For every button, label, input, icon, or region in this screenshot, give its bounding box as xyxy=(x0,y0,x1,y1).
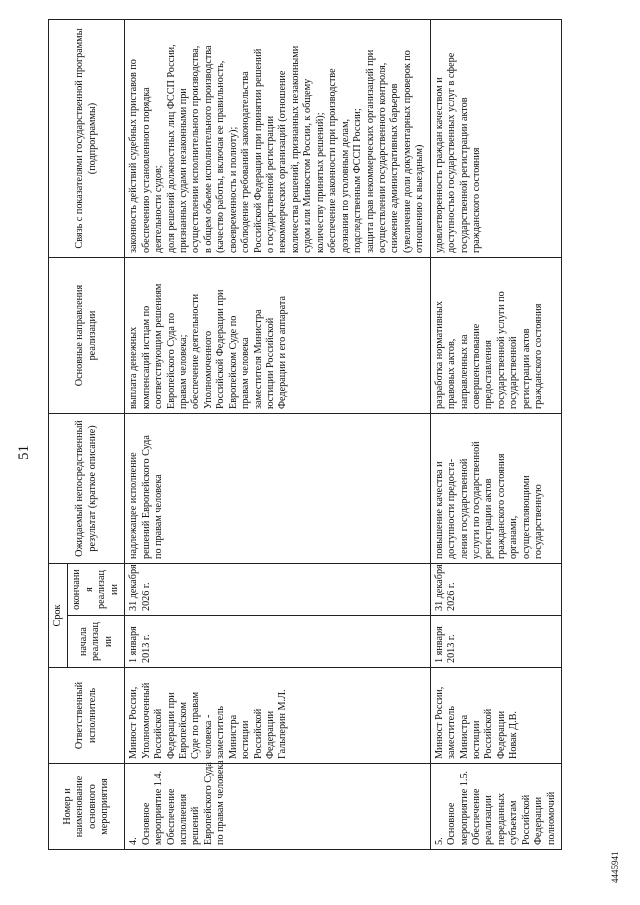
cell-line: гражданского состояния xyxy=(495,453,507,559)
cell-line: Основное xyxy=(140,802,152,845)
cell-line: 31 декабря xyxy=(128,564,140,611)
cell-line: (увеличение доли документарных проверок по xyxy=(401,50,413,253)
cell-line: мероприятие 1.4. xyxy=(153,770,165,845)
cell-line: обеспечение деятельности xyxy=(190,293,202,409)
cell-line: осуществляющими xyxy=(520,475,532,559)
cell-line: юстиции xyxy=(471,720,482,759)
header-start: начала реализации xyxy=(68,616,125,668)
document-id: 4445941 xyxy=(610,851,620,883)
cell-line: правам человека; xyxy=(177,334,189,409)
cell-line: полномочий xyxy=(545,791,557,845)
cell-line: компенсаций истцам по xyxy=(140,305,152,409)
cell-line: органами, xyxy=(508,515,520,559)
cell-line: защита прав некоммерческих организаций при xyxy=(364,49,376,253)
executor-cell xyxy=(430,668,561,764)
header-executor: Ответственный исполнитель xyxy=(49,668,125,764)
cell-line: решений xyxy=(190,806,202,845)
cell-line: Российской xyxy=(483,708,495,759)
cell-line: количества решений, признанных незаконными xyxy=(289,45,301,253)
cell-line: осуществлении исполнительного производства, xyxy=(190,45,202,253)
end-date-cell xyxy=(125,564,431,616)
cell-line: соблюдение требований законодательства xyxy=(240,71,252,253)
cell-line: Минюст России, xyxy=(128,686,140,759)
header-end: окончания реализации xyxy=(68,564,125,616)
cell-line: удовлетворенность граждан качеством и xyxy=(433,77,445,253)
cell-line: гражданского состояния xyxy=(471,147,482,253)
cell-line: отношению к выездным) xyxy=(414,144,426,253)
cell-line: Федерации xyxy=(495,710,507,759)
cell-line: гражданского состояния xyxy=(533,303,545,409)
cell-line: услуги по государственной xyxy=(471,441,482,559)
cell-line: Федерации xyxy=(265,710,276,759)
cell-line: о государственной регистрации xyxy=(265,115,276,253)
cell-line: государственной xyxy=(508,336,520,409)
row-number: 4. xyxy=(128,837,140,845)
cell-line: заместитель xyxy=(446,706,458,759)
cell-line: государственной услуги по xyxy=(495,291,507,409)
cell-line: доля решений должностных лиц ФССП России, xyxy=(165,44,177,253)
cell-line: направленных на xyxy=(458,334,470,409)
cell-line: снижение административных барьеров xyxy=(389,83,401,253)
cell-line: регистрации актов xyxy=(520,328,532,409)
cell-line: предоставления xyxy=(483,340,495,409)
cell-line: (качество работы, включая ее правильность, xyxy=(215,60,227,253)
cell-line: 2026 г. xyxy=(140,582,152,611)
cell-line: Европейского Суда по xyxy=(165,312,177,409)
cell-line: Европейского Суда xyxy=(202,762,214,845)
cell-line: Гальперин М.Л. xyxy=(277,689,289,759)
cell-line: 2013 г. xyxy=(140,634,152,663)
cell-line: правовых актов, xyxy=(446,338,458,409)
result-cell xyxy=(125,414,431,564)
cell-line: 1 января xyxy=(433,626,445,663)
cell-line: обеспечению установленного порядка xyxy=(140,87,152,253)
cell-line: дознания по уголовным делам, xyxy=(339,118,351,253)
cell-line: надлежащее исполнение xyxy=(128,452,140,559)
cell-line: Российской xyxy=(252,708,264,759)
cell-line: доступностью государственных услуг в сфере xyxy=(446,52,458,253)
page-number: 51 xyxy=(16,445,32,460)
result-cell xyxy=(430,414,561,564)
cell-line: повышение качества и xyxy=(433,461,445,559)
cell-line: заместитель xyxy=(215,706,227,759)
cell-line: подследственным ФССП России; xyxy=(352,108,364,253)
directions-cell xyxy=(125,258,431,414)
cell-line: законность действий судебных приставов по xyxy=(128,59,140,253)
indicator-link-cell xyxy=(430,20,561,258)
cell-line: Европейском xyxy=(177,702,189,759)
cell-line: Министра xyxy=(458,714,470,759)
cell-line: Основное xyxy=(446,802,458,845)
cell-line: регистрации актов xyxy=(483,478,495,559)
measures-table xyxy=(48,19,562,850)
row-number: 5. xyxy=(433,837,445,845)
cell-line: исполнения xyxy=(177,793,189,845)
cell-line: 1 января xyxy=(128,626,140,663)
cell-line: 31 декабря xyxy=(433,564,445,611)
cell-line: Российской Федерации при принятии решений xyxy=(252,48,264,253)
cell-line: Уполномоченный xyxy=(140,682,152,759)
header-link: Связь с показателями государственной программы (подпрограммы) xyxy=(49,20,125,258)
cell-line: Федерации xyxy=(533,796,545,845)
cell-line: Минюст России, xyxy=(433,686,445,759)
cell-line: разработка нормативных xyxy=(433,301,445,409)
cell-line: обеспечение законности при производстве xyxy=(327,68,339,253)
cell-line: 2013 г. xyxy=(446,634,458,663)
cell-line: Суде по правам xyxy=(190,691,202,759)
cell-line: деятельности судов; xyxy=(153,165,165,253)
indicator-link-cell xyxy=(125,20,431,258)
cell-line: некоммерческих организаций (отношение xyxy=(277,70,289,253)
cell-line: субъектам xyxy=(508,800,520,845)
cell-line: Министра xyxy=(227,714,239,759)
cell-line: заместителя Министра xyxy=(252,309,264,409)
cell-line: Федерации при xyxy=(165,692,177,759)
cell-line: решений Европейского Суда xyxy=(140,435,152,559)
cell-line: мероприятие 1.5. xyxy=(458,770,470,845)
cell-line: выплата денежных xyxy=(128,326,140,409)
cell-line: государственную xyxy=(533,484,545,559)
cell-line: Обеспечение xyxy=(165,788,177,845)
cell-line: признанных судами незаконными при xyxy=(177,88,189,253)
cell-line: своевременность и полноту); xyxy=(227,126,239,253)
cell-line: государственной регистрации актов xyxy=(458,97,470,253)
cell-line: доступности предоста- xyxy=(446,458,458,559)
cell-line: Российской Федерации при xyxy=(215,289,227,409)
cell-line: реализации xyxy=(483,795,495,845)
table-row xyxy=(430,20,561,850)
cell-line: юстиции xyxy=(240,720,252,759)
cell-line: Российской xyxy=(520,794,532,845)
cell-line: судом или Минюстом России, к общему xyxy=(302,78,314,253)
header-result: Ожидаемый непосредственный результат (краткое описание) xyxy=(49,414,125,564)
header-measure: Номер и наименование основного мероприятия xyxy=(49,764,125,850)
executor-cell xyxy=(125,668,431,764)
cell-line: юстиции Российской xyxy=(265,317,276,409)
cell-line: 2026 г. xyxy=(446,582,458,611)
cell-line: Федерации и его аппарата xyxy=(277,295,289,409)
end-date-cell xyxy=(430,564,561,616)
cell-line: по правам человека xyxy=(153,474,165,559)
header-term: Срок xyxy=(49,564,68,668)
cell-line: Новак Д.В. xyxy=(508,711,520,759)
cell-line: Российской xyxy=(153,708,165,759)
cell-line: совершенствование xyxy=(471,323,482,409)
measure-cell xyxy=(125,760,431,850)
start-date-cell xyxy=(430,616,561,668)
cell-line: количеству принятых решений); xyxy=(314,112,326,253)
cell-line: переданных xyxy=(495,792,507,845)
start-date-cell xyxy=(125,616,431,668)
measure-cell xyxy=(430,764,561,850)
table-row xyxy=(125,20,431,850)
cell-line: Обеспечение xyxy=(471,788,482,845)
cell-line: осуществлении государственного контроля, xyxy=(376,62,388,253)
cell-line: по правам человека xyxy=(215,760,227,845)
cell-line: в общем объеме исполнительного производства xyxy=(202,45,214,253)
header-directions: Основные направления реализации xyxy=(49,258,125,414)
cell-line: ления государственной xyxy=(458,458,470,559)
cell-line: Европейском Суде по xyxy=(227,315,239,409)
cell-line: правам человека xyxy=(240,337,252,409)
directions-cell xyxy=(430,258,561,414)
cell-line: Уполномоченного xyxy=(202,330,214,409)
cell-line: соответствующим решениям xyxy=(153,283,165,409)
cell-line: человека - xyxy=(202,714,214,759)
